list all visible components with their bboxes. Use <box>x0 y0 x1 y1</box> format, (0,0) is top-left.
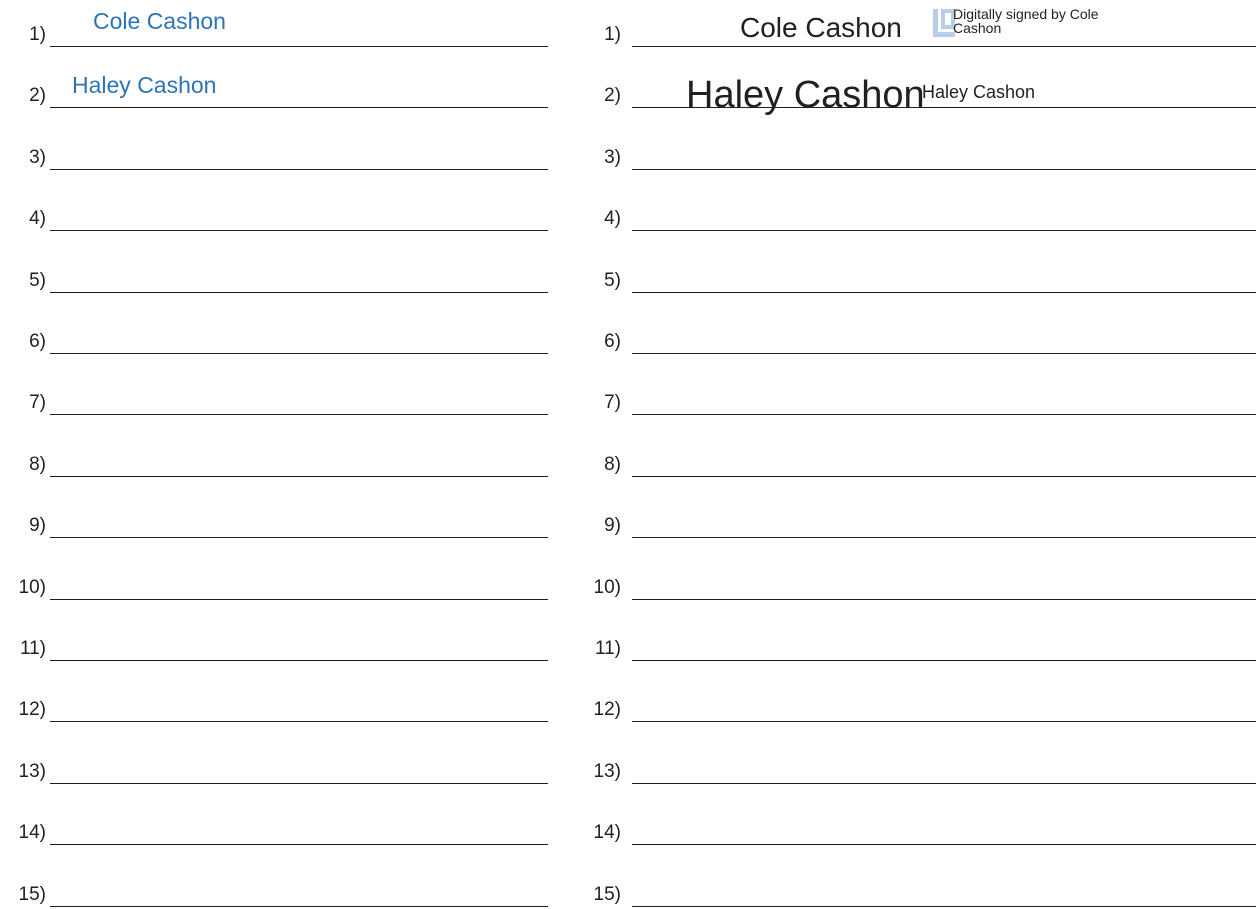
left-row-15 <box>0 867 548 907</box>
row-number: 2) <box>604 85 621 107</box>
signature-line[interactable] <box>50 844 548 845</box>
right-row-2-signature-small: Haley Cashon <box>922 82 1036 102</box>
row-number: 10) <box>593 576 621 598</box>
left-row-8 <box>0 437 548 477</box>
digital-signature-caption <box>953 7 1099 35</box>
left-row-10 <box>0 560 548 600</box>
signature-line[interactable] <box>50 414 548 415</box>
digital-signature-caption-line-1: Digitally signed by Cole <box>953 6 1099 22</box>
right-row-12 <box>574 682 1256 722</box>
right-row-8 <box>574 437 1256 477</box>
right-row-5 <box>574 253 1256 293</box>
signature-line[interactable] <box>632 906 1256 907</box>
left-row-11 <box>0 621 548 661</box>
signature-line[interactable] <box>50 721 548 722</box>
left-row-4 <box>0 191 548 231</box>
signature-line[interactable] <box>632 292 1256 293</box>
row-number: 14) <box>593 822 621 844</box>
left-row-3 <box>0 130 548 170</box>
right-row-4 <box>574 191 1256 231</box>
right-row-3 <box>574 130 1256 170</box>
left-row-9 <box>0 498 548 538</box>
signature-line[interactable] <box>50 783 548 784</box>
right-row-10 <box>574 560 1256 600</box>
row-number: 11) <box>594 638 621 659</box>
row-number: 8) <box>604 453 621 475</box>
signature-line[interactable] <box>632 783 1256 784</box>
signature-line[interactable] <box>632 721 1256 722</box>
right-row-15 <box>574 867 1256 907</box>
left-row-7 <box>0 375 548 415</box>
signature-line[interactable] <box>632 599 1256 600</box>
row-number: 5) <box>29 269 46 291</box>
row-number: 15) <box>593 883 621 905</box>
signature-line[interactable] <box>632 844 1256 845</box>
signature-line[interactable] <box>632 46 1256 47</box>
signature-line[interactable] <box>50 476 548 477</box>
left-row-1 <box>0 7 548 47</box>
signature-line[interactable] <box>50 46 548 47</box>
right-row-14 <box>574 805 1256 845</box>
signature-line[interactable] <box>50 169 548 170</box>
row-number: 5) <box>604 269 621 291</box>
signature-line[interactable] <box>50 660 548 661</box>
row-number: 8) <box>29 453 46 475</box>
signature-line[interactable] <box>632 414 1256 415</box>
right-row-1-signature-name[interactable]: Cole Cashon <box>740 12 902 43</box>
row-number: 12) <box>593 699 621 721</box>
row-number: 6) <box>29 331 46 352</box>
right-row-6 <box>574 314 1256 354</box>
right-row-11 <box>574 621 1256 661</box>
signature-line[interactable] <box>50 537 548 538</box>
row-number: 14) <box>18 822 46 844</box>
left-row-1-name[interactable]: Cole Cashon <box>93 8 226 34</box>
row-number: 1) <box>604 24 621 45</box>
left-row-6 <box>0 314 548 354</box>
right-row-9 <box>574 498 1256 538</box>
left-row-14 <box>0 805 548 845</box>
signature-line[interactable] <box>632 476 1256 477</box>
signature-line[interactable] <box>632 537 1256 538</box>
row-number: 2) <box>29 85 46 107</box>
row-number: 6) <box>604 331 621 352</box>
right-row-1 <box>574 7 1256 47</box>
signature-line[interactable] <box>50 353 548 354</box>
row-number: 12) <box>18 699 46 721</box>
digital-signature-caption-line-2: Cashon <box>953 20 1002 36</box>
signature-line[interactable] <box>632 169 1256 170</box>
signature-line[interactable] <box>50 906 548 907</box>
row-number: 13) <box>18 760 46 782</box>
right-row-13 <box>574 744 1256 784</box>
row-number: 9) <box>29 515 46 537</box>
row-number: 9) <box>604 515 621 537</box>
row-number: 4) <box>604 208 621 230</box>
row-number: 7) <box>29 392 46 414</box>
left-row-13 <box>0 744 548 784</box>
row-number: 7) <box>604 392 621 414</box>
row-number: 4) <box>29 208 46 230</box>
signature-line[interactable] <box>632 660 1256 661</box>
row-number: 3) <box>29 146 46 168</box>
left-row-2-name[interactable]: Haley Cashon <box>72 72 217 98</box>
row-number: 15) <box>18 883 46 905</box>
signature-line[interactable] <box>632 230 1256 231</box>
signature-line[interactable] <box>50 599 548 600</box>
left-row-12 <box>0 682 548 722</box>
row-number: 11) <box>19 638 46 659</box>
left-row-5 <box>0 253 548 293</box>
signature-line[interactable] <box>50 107 548 108</box>
right-row-2-signature-large[interactable]: Haley Cashon <box>686 74 925 116</box>
row-number: 3) <box>604 146 621 168</box>
signature-line[interactable] <box>632 353 1256 354</box>
row-number: 10) <box>18 576 46 598</box>
signature-line[interactable] <box>50 292 548 293</box>
signature-line[interactable] <box>50 230 548 231</box>
row-number: 1) <box>29 24 46 45</box>
right-row-7 <box>574 375 1256 415</box>
row-number: 13) <box>593 760 621 782</box>
